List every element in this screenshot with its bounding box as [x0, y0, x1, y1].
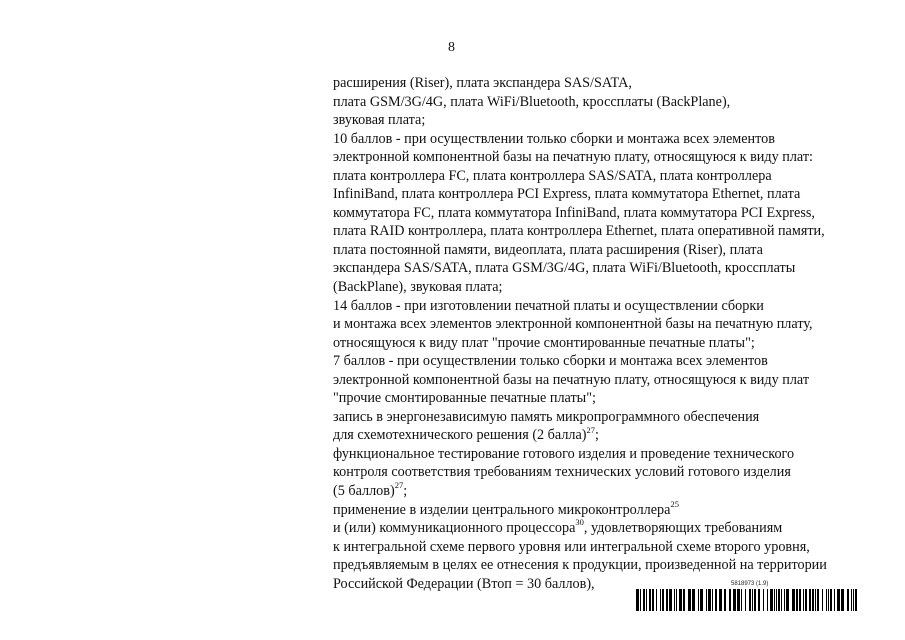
- barcode-bar: [643, 589, 645, 611]
- text-line: плата контроллера FC, плата контроллера SAS/SATA, плата контроллера: [333, 167, 772, 184]
- text-fragment: для схемотехнического решения (2 балла): [333, 427, 587, 444]
- barcode-bar: [796, 589, 798, 611]
- barcode-bar: [817, 589, 819, 611]
- text-line: электронной компонентной базы на печатную плату, относящуюся к виду плат:: [333, 149, 814, 166]
- text-line: функциональное тестирование готового изделия и проведение технического: [333, 445, 795, 462]
- text-line: [333, 426, 898, 445]
- barcode-bar: [767, 589, 768, 611]
- barcode-bar: [737, 589, 740, 611]
- barcode-bar: [749, 589, 751, 611]
- document-barcode: [636, 581, 858, 611]
- text-line: плата RAID контроллера, плата контроллера Ethernet, плата оперативной памяти,: [333, 223, 825, 240]
- text-line: запись в энергонезависимую память микропрограммного обеспечения: [333, 408, 760, 425]
- barcode-bar: [676, 589, 677, 611]
- text-fragment: ;: [595, 427, 599, 444]
- barcode-bar: [656, 589, 657, 611]
- barcode-bar: [770, 589, 773, 611]
- barcode-bar: [815, 589, 816, 611]
- barcode-bar: [803, 589, 804, 611]
- text-line: 14 баллов - при изготовлении печатной платы и осуществлении сборки: [333, 297, 764, 314]
- barcode-bar: [776, 589, 777, 611]
- barcode-bar: [784, 589, 785, 611]
- page-number-text: 8: [448, 40, 455, 55]
- barcode-bar: [809, 589, 811, 611]
- text-line: [333, 498, 898, 520]
- barcode-bar: [758, 589, 760, 611]
- barcode-bar: [674, 589, 675, 611]
- barcode-bar: [837, 589, 840, 611]
- text-fragment: ;: [403, 483, 408, 500]
- text-line: плата постоянной памяти, видеоплата, плата расширения (Riser), плата: [333, 241, 763, 258]
- barcode-bar: [792, 589, 795, 611]
- barcode-bar: [781, 589, 782, 611]
- barcode-bar: [700, 589, 703, 611]
- barcode-bar: [774, 589, 775, 611]
- barcode-bar: [799, 589, 801, 611]
- barcode-bar: [679, 589, 682, 611]
- barcode-bar: [640, 589, 641, 611]
- text-line: [333, 519, 898, 538]
- barcode-bar: [706, 589, 707, 611]
- barcode-bar: [646, 589, 647, 611]
- barcode-bar: [754, 589, 756, 611]
- barcode-bar: [812, 589, 814, 611]
- text-line: 7 баллов - при осуществлении только сборки и монтажа всех элементов: [333, 353, 768, 370]
- footnote-ref: 27: [586, 424, 596, 435]
- barcode-bar: [745, 589, 746, 611]
- barcode-bar: [636, 589, 639, 611]
- barcode-bar: [662, 589, 664, 611]
- document-body: [333, 74, 898, 593]
- footnote-ref: 27: [394, 480, 404, 491]
- text-line: предъявляемым в целях ее отнесения к продукции, произведенной на территории: [333, 557, 827, 574]
- barcode-bar: [826, 589, 827, 611]
- barcode-bar: [719, 589, 722, 611]
- text-line: Российской Федерации (Втоп = 30 баллов),: [333, 575, 595, 592]
- text-line: экспандера SAS/SATA, плата GSM/3G/4G, плата WiFi/Bluetooth, кроссплаты: [333, 260, 796, 277]
- barcode-bar: [666, 589, 668, 611]
- barcode-bar: [851, 589, 852, 611]
- barcode-bar: [741, 589, 742, 611]
- barcode-bar: [649, 589, 651, 611]
- barcode-bar: [778, 589, 780, 611]
- text-line: (BackPlane), звуковая плата;: [333, 279, 503, 296]
- barcode-bar: [855, 589, 857, 611]
- text-line: коммутатора FC, плата коммутатора InfiniBand, плата коммутатора PCI Express,: [333, 204, 815, 221]
- text-fragment: применение в изделии центрального микроконтроллера: [333, 501, 671, 518]
- text-fragment: (5 баллов): [333, 483, 395, 500]
- text-line: расширения (Riser), плата экспандера SAS/SATA,: [333, 75, 632, 91]
- barcode-bar: [828, 589, 829, 611]
- text-line: "прочие смонтированные печатные платы";: [333, 390, 596, 407]
- text-line: InfiniBand, плата контроллера PCI Express, плата коммутатора Ethernet, плата: [333, 186, 801, 203]
- footnote-ref: 25: [670, 498, 679, 509]
- text-line: звуковая плата;: [333, 112, 426, 129]
- barcode-bar: [786, 589, 789, 611]
- text-line: к интегральной схеме первого уровня или интегральной схеме второго уровня,: [333, 538, 810, 555]
- barcode-bar: [715, 589, 717, 611]
- barcode-bar: [830, 589, 832, 611]
- barcode-bar: [805, 589, 807, 611]
- barcode-bar: [733, 589, 736, 611]
- barcode-bar: [688, 589, 691, 611]
- text-line: электронной компонентной базы на печатную плату, относящуюся к виду плат: [333, 371, 810, 388]
- barcode-caption: 5818973 (1.9): [731, 581, 769, 587]
- barcode-bar: [708, 589, 711, 611]
- page-number: [0, 40, 905, 56]
- barcode-bar: [683, 589, 685, 611]
- text-line: [333, 482, 898, 501]
- barcode-bar: [834, 589, 835, 611]
- barcode-bar: [841, 589, 844, 611]
- barcode-bar: [669, 589, 672, 611]
- barcode-bar: [712, 589, 713, 611]
- footnote-ref: 30: [575, 517, 584, 528]
- text-line: контроля соответствия требованиям технических условий готового изделия: [333, 464, 791, 481]
- text-line: плата GSM/3G/4G, плата WiFi/Bluetooth, кроссплаты (BackPlane),: [333, 93, 731, 110]
- text-line: 10 баллов - при осуществлении только сборки и монтажа всех элементов: [333, 130, 775, 147]
- barcode-bar: [724, 589, 726, 611]
- barcode-bar: [763, 589, 764, 611]
- barcode-icon: [636, 589, 858, 611]
- barcode-bar: [692, 589, 695, 611]
- barcode-bar: [853, 589, 854, 611]
- text-fragment: и (или) коммуникационного процессора: [333, 520, 576, 537]
- barcode-bar: [752, 589, 753, 611]
- barcode-bar: [660, 589, 661, 611]
- barcode-bar: [729, 589, 731, 611]
- barcode-bar: [847, 589, 849, 611]
- text-line: относящуюся к виду плат "прочие смонтированные печатные платы";: [333, 334, 755, 351]
- barcode-bar: [652, 589, 654, 611]
- barcode-bar: [822, 589, 823, 611]
- barcode-bar: [698, 589, 699, 611]
- text-line: и монтажа всех элементов электронной компонентной базы на печатную плату,: [333, 316, 813, 333]
- text-fragment: , удовлетворяющих требованиям: [583, 520, 783, 537]
